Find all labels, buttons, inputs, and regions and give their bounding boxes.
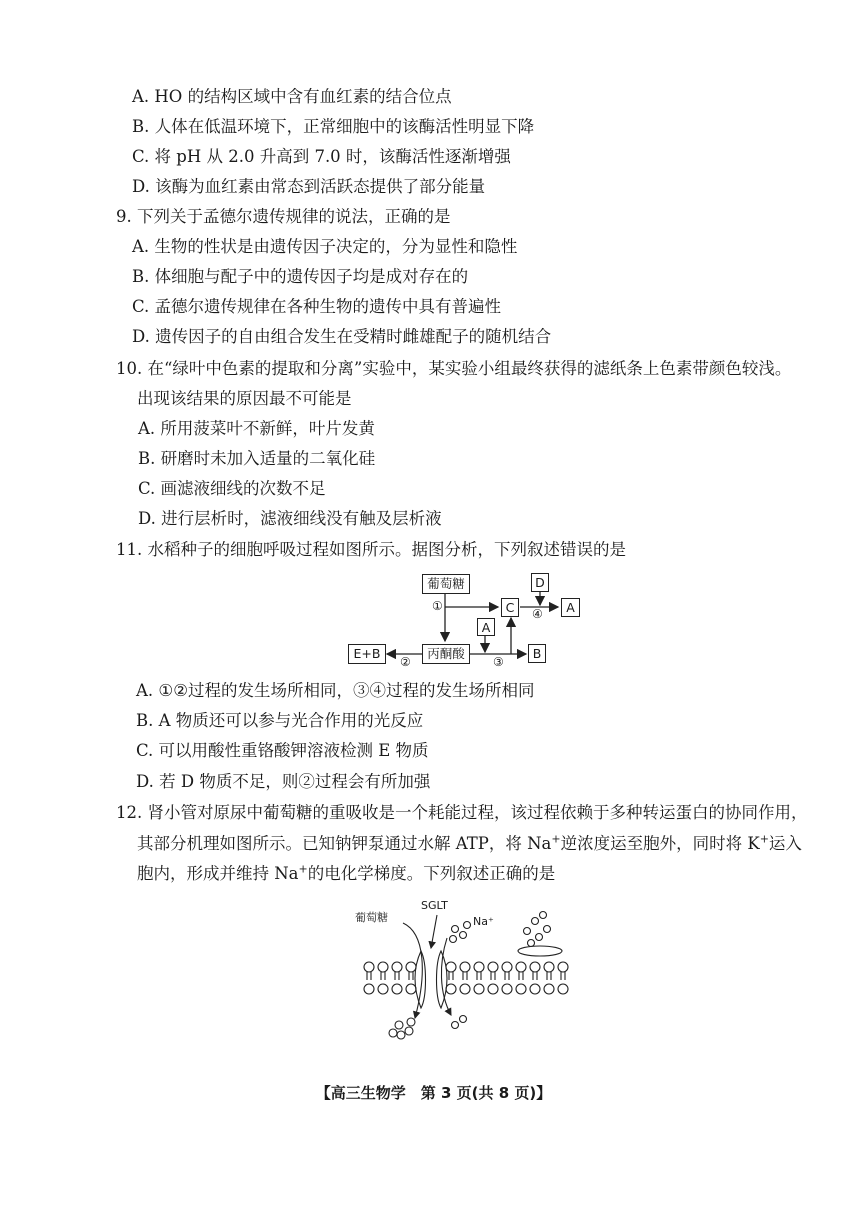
q8-option-a: A. HO 的结构区域中含有血红素的结合位点 <box>132 87 452 106</box>
box-c: C <box>501 598 519 617</box>
q12-stem-cont-1: 其部分机理如图所示。已知钠钾泵通过水解 ATP，将 Na+逆浓度运至胞外，同时将 K+运入 <box>137 832 802 853</box>
glucose-label: 葡萄糖 <box>355 911 388 924</box>
q11-stem: 11. 水稻种子的细胞呼吸过程如图所示。据图分析，下列叙述错误的是 <box>116 540 626 559</box>
step-3-label: ③ <box>493 655 504 669</box>
sglt-membrane-diagram <box>355 893 580 1043</box>
q10-option-c: C. 画滤液细线的次数不足 <box>138 479 326 498</box>
pyruvate-box: 丙酮酸 <box>422 644 470 664</box>
step-2-label: ② <box>400 655 411 669</box>
step-1-label: ① <box>432 599 443 613</box>
q9-option-c: C. 孟德尔遗传规律在各种生物的遗传中具有普遍性 <box>132 297 502 316</box>
q8-option-b: B. 人体在低温环境下，正常细胞中的该酶活性明显下降 <box>132 117 535 136</box>
step-4-label: ④ <box>532 607 543 621</box>
sglt-label: SGLT <box>421 899 448 912</box>
glucose-box: 葡萄糖 <box>422 574 470 594</box>
q10-stem-cont: 出现该结果的原因最不可能是 <box>137 389 352 408</box>
q11-option-c: C. 可以用酸性重铬酸钾溶液检测 E 物质 <box>136 741 429 760</box>
q9-option-b: B. 体细胞与配子中的遗传因子均是成对存在的 <box>132 267 469 286</box>
q10-option-b: B. 研磨时未加入适量的二氧化硅 <box>138 449 376 468</box>
na-label: Na⁺ <box>473 915 494 928</box>
q11-option-a: A. ①②过程的发生场所相同，③④过程的发生场所相同 <box>136 681 535 700</box>
box-a-mid: A <box>477 618 495 636</box>
box-eb: E+B <box>348 644 386 664</box>
q11-option-b: B. A 物质还可以参与光合作用的光反应 <box>136 711 424 730</box>
box-d: D <box>531 573 549 592</box>
q10-option-d: D. 进行层析时，滤液细线没有触及层析液 <box>138 509 442 528</box>
membrane-drawing <box>355 893 580 1043</box>
q9-stem: 9. 下列关于孟德尔遗传规律的说法，正确的是 <box>116 207 451 226</box>
box-b: B <box>528 644 546 663</box>
q8-option-c: C. 将 pH 从 2.0 升高到 7.0 时，该酶活性逐渐增强 <box>132 147 511 166</box>
q9-option-d: D. 遗传因子的自由组合发生在受精时雌雄配子的随机结合 <box>132 327 552 346</box>
q8-option-d: D. 该酶为血红素由常态到活跃态提供了部分能量 <box>132 177 486 196</box>
box-a-right: A <box>561 598 580 617</box>
q12-stem: 12. 肾小管对原尿中葡萄糖的重吸收是一个耗能过程，该过程依赖于多种转运蛋白的协同作用， <box>116 803 808 822</box>
respiration-diagram <box>340 570 600 670</box>
q10-stem: 10. 在“绿叶中色素的提取和分离”实验中，某实验小组最终获得的滤纸条上色素带颜色较浅。 <box>116 359 792 378</box>
page-footer: 【高三生物学 第 3 页(共 8 页)】 <box>315 1084 552 1102</box>
q12-stem-cont-2: 胞内，形成并维持 Na+的电化学梯度。下列叙述正确的是 <box>137 862 556 883</box>
q9-option-a: A. 生物的性状是由遗传因子决定的，分为显性和隐性 <box>132 237 518 256</box>
q11-option-d: D. 若 D 物质不足，则②过程会有所加强 <box>136 772 431 791</box>
q10-option-a: A. 所用菠菜叶不新鲜，叶片发黄 <box>138 419 375 438</box>
